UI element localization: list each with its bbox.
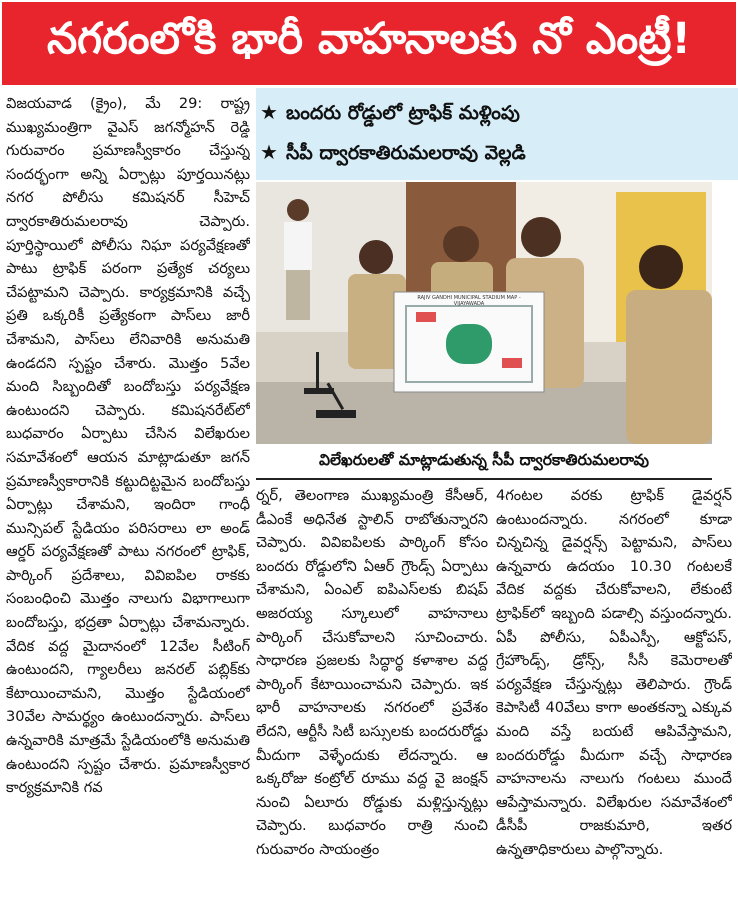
map-board-label: RAJIV GANDHI MUNICIPAL STADIUM MAP - VIJAYAWADA <box>417 295 521 307</box>
press-meet-photo <box>256 182 712 444</box>
article-column-middle <box>256 484 488 894</box>
photo-caption: విలేఖరులతో మాట్లాడుతున్న సీపీ ద్వారకాతిరుమలరావు <box>256 446 712 480</box>
subheadline-2-text: సీపీ ద్వారకాతిరుమలరావు వెల్లడి <box>285 142 526 164</box>
star-icon: ★ <box>260 100 278 124</box>
subheadline-box <box>256 88 738 180</box>
article-column-left <box>6 92 250 892</box>
article-column-right <box>496 484 732 894</box>
headline-title: నగరంలోకి భారీ వాహనాలకు నో ఎంట్రీ! <box>46 13 692 64</box>
article-text-right: 4గంటల వరకు ట్రాఫిక్ డైవర్షన్ ఉంటుందన్నారు. నగరంలో కూడా చిన్నచిన్న డైవర్షన్స్ పెట్టామని, పాస్‌లు ఉన్నవారు ఉదయం 10.30 గంటలకే వేదిక వద్దకు చేరుకోవాలని, లేకుంటే ట్రాఫిక్‌లో ఇబ్బంది పడాల్సి వస్తుందన్నారు. ఏపీ పోలీసు, ఏపీఎస్పీ, ఆక్టోపస్, గ్రేహౌండ్స్, డ్రోన్స్, సీసీ కెమెరాలతో పర్యవేక్షణ చేస్తున్నట్లు తెలిపారు. గ్రౌండ్ కెపాసిటీ 40వేలు కాగా అంతకన్నా ఎక్కువ మంది వస్తే బయటే ఆపివేస్తామని, బందరురోడ్డు మీదుగా వచ్చే సాధారణ వాహనాలను నాలుగు గంటలు ముందే ఆపేస్తామన్నారు. విలేఖరుల సమావేశంలో డీసీపీ రాజకుమారి, ఇతర ఉన్నతాధికారులు పాల్గొన్నారు. <box>496 487 732 858</box>
headline-banner <box>2 2 736 85</box>
article-text-left: విజయవాడ (క్రైం), మే 29: రాష్ట్ర ముఖ్యమంత్రిగా వైఎస్ జగన్మోహన్ రెడ్డి గురువారం ప్రమాణస్వీకారం చేస్తున్న సందర్భంగా అన్ని ఏర్పాట్లు పూర్తయినట్లు నగర పోలీసు కమిషనర్ సీహెచ్ ద్వారకాతిరుమలరావు చెప్పారు. పూర్తిస్థాయిలో పోలీసు నిఘా పర్యవేక్షణతో పాటు ట్రాఫిక్ పరంగా ప్రత్యేక చర్యలు చేపట్టామని చెప్పారు. కార్యక్రమానికి వచ్చే ప్రతి ఒక్కరికీ ప్రత్యేకంగా పాస్‌లు జారీ చేశామని, పాస్‌లు లేనివారికి అనుమతి ఉండదని స్పష్టం చేశారు. మొత్తం 5వేల మంది సిబ్బందితో బందోబస్తు పర్యవేక్షణ ఉంటుందని చెప్పారు. కమిషనరేట్‌లో బుధవారం ఏర్పాటు చేసిన విలేఖరుల సమావేశంలో ఆయన మాట్లాడుతూ జగన్ ప్రమాణస్వీకారానికి కట్టుదిట్టమైన బందోబస్తు ఏర్పాట్లు చేశామని, ఇందిరా గాంధీ మున్సిపల్ స్టేడియం పరిసరాలు లా అండ్ ఆర్డర్ పర్యవేక్షణతో పాటు నగరంలో ట్రాఫిక్, పార్కింగ్ ప్రదేశాలు, వివిఐపిల రాకకు సంబంధించి మొత్తం నాలుగు విభాగాలుగా బందోబస్తు, భద్రతా ఏర్పాట్లు చేశామన్నారు. వేదిక వద్ద మైదానంలో 12వేల సీటింగ్ ఉంటుందని, గ్యాలరీలు జనరల్ పబ్లిక్‌కు కేటాయించామని, మొత్తం స్టేడియంలో 30వేల సామర్థ్యం ఉంటుందన్నారు. పాస్‌లు ఉన్నవారికి మాత్రమే స్టేడియంలోకి అనుమతి ఉంటుందని స్పష్టం చేశారు. ప్రమాణస్వీకార కార్యక్రమానికి గవ <box>6 95 250 797</box>
subheadline-2 <box>260 140 526 169</box>
article-text-middle: ర్నర్, తెలంగాణ ముఖ్యమంత్రి కేసీఆర్, డీఎంకే అధినేత స్టాలిన్ రాబోతున్నారని చెప్పారు. వివిఐపిలకు పార్కింగ్ కోసం బందరు రోడ్డులోని ఏఆర్ గ్రౌండ్స్ ఏర్పాటు చేశామని, ఏంఎల్ ఐపిఎస్‌లకు బిషప్ అజరయ్య స్కూలులో వాహనాలు పార్కింగ్ చేసుకోవాలని సూచించారు. సాధారణ ప్రజలకు సిద్ధార్థ కళాశాల వద్ద పార్కింగ్ కేటాయించామని చెప్పారు. ఇక భారీ వాహనాలకు నగరంలో ప్రవేశం లేదని, ఆర్టీసీ సిటీ బస్సులకు బందరురోడ్డు మీదుగా వెళ్ళేందుకు లేదన్నారు. ఆ ఒక్కరోజు కంట్రోల్ రూము వద్ద వై జంక్షన్ నుంచి ఏలూరు రోడ్డుకు మళ్లిస్తున్నట్లు చెప్పారు. బుధవారం రాత్రి నుంచి గురువారం సాయంత్రం <box>256 487 488 858</box>
subheadline-1 <box>260 100 520 129</box>
star-icon: ★ <box>260 140 278 164</box>
subheadline-1-text: బందరు రోడ్డులో ట్రాఫిక్ మళ్లింపు <box>285 102 520 124</box>
